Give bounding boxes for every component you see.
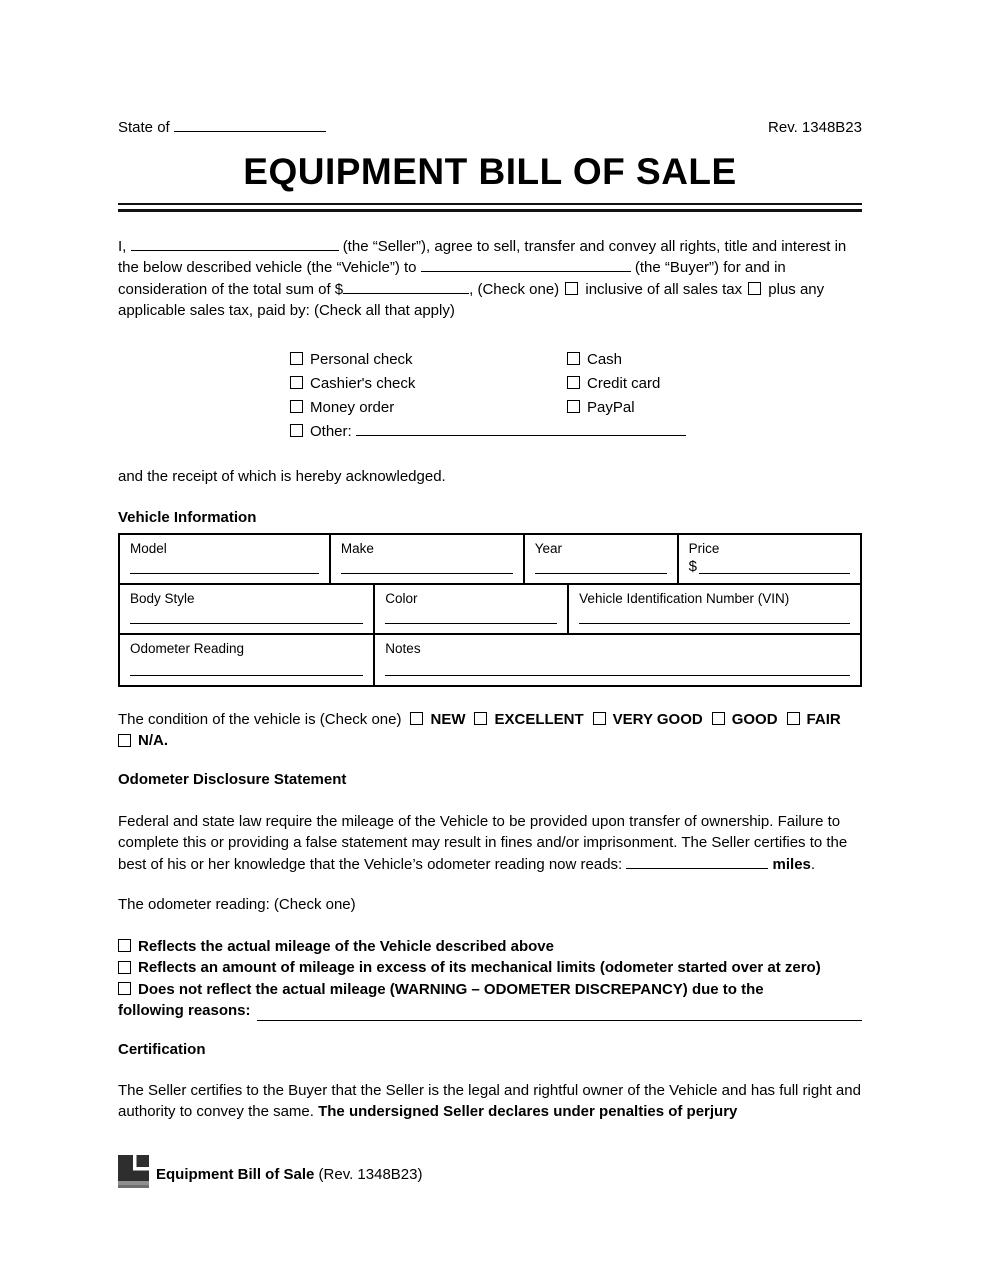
- checkbox-personal-check[interactable]: [290, 352, 303, 365]
- cell-color: [375, 585, 569, 633]
- payment-option-money-order: [290, 396, 567, 420]
- intro-after-sum: , (Check one): [469, 280, 560, 298]
- odometer-reading-options: [118, 936, 862, 1022]
- checkbox-credit-card[interactable]: [567, 376, 580, 389]
- cell-price: [679, 535, 860, 583]
- price-field[interactable]: [699, 573, 850, 574]
- payment-column-right: [567, 348, 660, 444]
- checkbox-reflects-actual-mileage[interactable]: [118, 939, 131, 952]
- buyer-name-field[interactable]: [421, 258, 631, 272]
- footer-document-name: Equipment Bill of Sale: [156, 1165, 315, 1183]
- option-plus-sales-tax: plus any applicable sales tax, paid by: (Check all that apply): [118, 280, 825, 320]
- checkbox-inclusive-sales-tax[interactable]: [565, 282, 578, 295]
- odometer-body-text: Federal and state law require the mileage of the Vehicle to be provided upon transfer of ownership. Failure to complete this or providing a false statement may result in fines and/or imprisonment. The Seller certifies to the best of his or her knowledge that the Vehicle’s odometer reading now reads:: [118, 812, 848, 873]
- cell-body-style: [120, 585, 375, 633]
- odometer-reading-lead: The odometer reading: (Check one): [118, 896, 356, 914]
- payment-option-personal-check: [290, 348, 567, 372]
- label-credit-card: Credit card: [587, 374, 661, 392]
- payment-option-paypal: [567, 396, 660, 420]
- odometer-disclosure-body: [118, 811, 862, 875]
- make-field[interactable]: [341, 573, 513, 574]
- checkbox-condition-fair[interactable]: [787, 712, 800, 725]
- sale-amount-field[interactable]: [343, 280, 469, 294]
- condition-line-2: [118, 730, 862, 751]
- option-excellent: EXCELLENT: [494, 710, 584, 728]
- table-row: [120, 635, 860, 685]
- certification-body: [118, 1080, 862, 1123]
- label-vin: Vehicle Identification Number (VIN): [579, 590, 790, 606]
- label-cash: Cash: [587, 350, 623, 368]
- vehicle-information-heading: Vehicle Information: [118, 509, 257, 527]
- payment-option-other: [290, 420, 567, 444]
- payment-option-cash: [567, 348, 660, 372]
- state-of-line: [118, 117, 326, 138]
- checkbox-money-order[interactable]: [290, 400, 303, 413]
- legal-templates-logo-icon: [118, 1155, 149, 1194]
- cell-odometer-reading: [120, 635, 375, 685]
- cell-vin: [569, 585, 860, 633]
- payment-column-left: [290, 348, 567, 444]
- model-field[interactable]: [130, 573, 319, 574]
- page-title: EQUIPMENT BILL OF SALE: [243, 151, 737, 193]
- checkbox-other[interactable]: [290, 424, 303, 437]
- label-body-style: Body Style: [130, 590, 195, 606]
- checkbox-mileage-in-excess[interactable]: [118, 961, 131, 974]
- document-header: [118, 117, 862, 138]
- label-other: Other:: [310, 422, 352, 440]
- odometer-option-actual: [118, 936, 862, 957]
- label-personal-check: Personal check: [310, 350, 413, 368]
- odometer-reading-field[interactable]: [130, 675, 363, 676]
- payment-methods: [290, 348, 862, 444]
- label-make: Make: [340, 540, 374, 556]
- vin-field[interactable]: [579, 623, 850, 624]
- option-na: N/A: [138, 732, 164, 750]
- certification-heading: Certification: [118, 1041, 206, 1059]
- document-footer: [118, 1155, 862, 1194]
- intro-after-seller: (the “Seller”), agree to sell, transfer and convey all rights, title and interest in the below described vehicle (the “Vehicle”) to: [118, 237, 847, 277]
- seller-name-field[interactable]: [131, 237, 339, 251]
- payment-option-credit-card: [567, 372, 660, 396]
- label-mileage-in-excess: Reflects an amount of mileage in excess of its mechanical limits (odometer started over at zero): [138, 959, 821, 977]
- label-odometer-discrepancy: Does not reflect the actual mileage (WARNING – ODOMETER DISCREPANCY) due to the: [138, 980, 764, 998]
- label-odometer-reading: Odometer Reading: [130, 640, 245, 656]
- odometer-miles-field[interactable]: [626, 855, 768, 869]
- label-notes: Notes: [385, 640, 421, 656]
- vehicle-information-table: [118, 533, 862, 687]
- revision-label: Rev. 1348B23: [768, 119, 862, 136]
- odometer-option-discrepancy: [118, 979, 862, 1000]
- certification-text: The Seller certifies to the Buyer that the Seller is the legal and rightful owner of the Vehicle and has full right and authority to convey the same.: [118, 1081, 861, 1121]
- condition-lead: The condition of the vehicle is (Check one): [118, 710, 402, 728]
- checkbox-condition-very-good[interactable]: [593, 712, 606, 725]
- option-fair: FAIR: [806, 710, 841, 728]
- label-color: Color: [385, 590, 418, 606]
- cell-year: [525, 535, 679, 583]
- label-price: Price: [688, 540, 720, 556]
- label-paypal: PayPal: [587, 398, 635, 416]
- checkbox-condition-na[interactable]: [118, 734, 131, 747]
- checkbox-cash[interactable]: [567, 352, 580, 365]
- condition-period: .: [163, 732, 169, 750]
- table-row: [120, 585, 860, 635]
- footer-revision: (Rev. 1348B23): [318, 1165, 423, 1183]
- state-of-label: State of: [118, 119, 170, 136]
- condition-section: [118, 709, 862, 752]
- table-row: [120, 535, 860, 585]
- intro-paragraph: [118, 236, 862, 322]
- checkbox-condition-excellent[interactable]: [474, 712, 487, 725]
- notes-field[interactable]: [385, 675, 850, 676]
- certification-perjury-clause: The undersigned Seller declares under penalties of perjury: [318, 1103, 738, 1121]
- receipt-acknowledgement: and the receipt of which is hereby acknowledged.: [118, 467, 446, 485]
- checkbox-plus-sales-tax[interactable]: [748, 282, 761, 295]
- label-following-reasons: following reasons:: [118, 1001, 251, 1019]
- checkbox-condition-good[interactable]: [712, 712, 725, 725]
- option-inclusive-sales-tax: inclusive of all sales tax: [585, 280, 743, 298]
- label-cashiers-check: Cashier's check: [310, 374, 416, 392]
- payment-option-cashiers-check: [290, 372, 567, 396]
- miles-label: miles: [772, 855, 811, 873]
- checkbox-cashiers-check[interactable]: [290, 376, 303, 389]
- option-new: NEW: [430, 710, 466, 728]
- label-model: Model: [130, 540, 167, 556]
- checkbox-odometer-discrepancy[interactable]: [118, 982, 131, 995]
- state-field[interactable]: [174, 118, 326, 132]
- cell-make: [331, 535, 525, 583]
- color-field[interactable]: [385, 623, 557, 624]
- odometer-disclosure-heading: Odometer Disclosure Statement: [118, 771, 347, 789]
- miles-period: .: [810, 855, 816, 873]
- option-good: GOOD: [731, 710, 778, 728]
- label-reflects-actual-mileage: Reflects the actual mileage of the Vehicle described above: [138, 937, 554, 955]
- year-field[interactable]: [535, 573, 667, 574]
- intro-i-label: I,: [118, 237, 127, 255]
- price-currency-prefix: $: [688, 557, 698, 575]
- condition-line: [118, 709, 862, 730]
- intro-after-buyer: (the “Buyer”) for and in consideration of the total sum of $: [118, 259, 786, 298]
- title-divider: [118, 203, 862, 212]
- discrepancy-reasons-line: [118, 1000, 862, 1021]
- body-style-field[interactable]: [130, 623, 363, 624]
- label-money-order: Money order: [310, 398, 395, 416]
- checkbox-condition-new[interactable]: [410, 712, 423, 725]
- odometer-option-excess: [118, 957, 862, 978]
- cell-notes: [375, 635, 860, 685]
- checkbox-paypal[interactable]: [567, 400, 580, 413]
- label-year: Year: [534, 540, 563, 556]
- cell-model: [120, 535, 331, 583]
- option-very-good: VERY GOOD: [612, 710, 703, 728]
- discrepancy-reasons-field[interactable]: [257, 1007, 862, 1021]
